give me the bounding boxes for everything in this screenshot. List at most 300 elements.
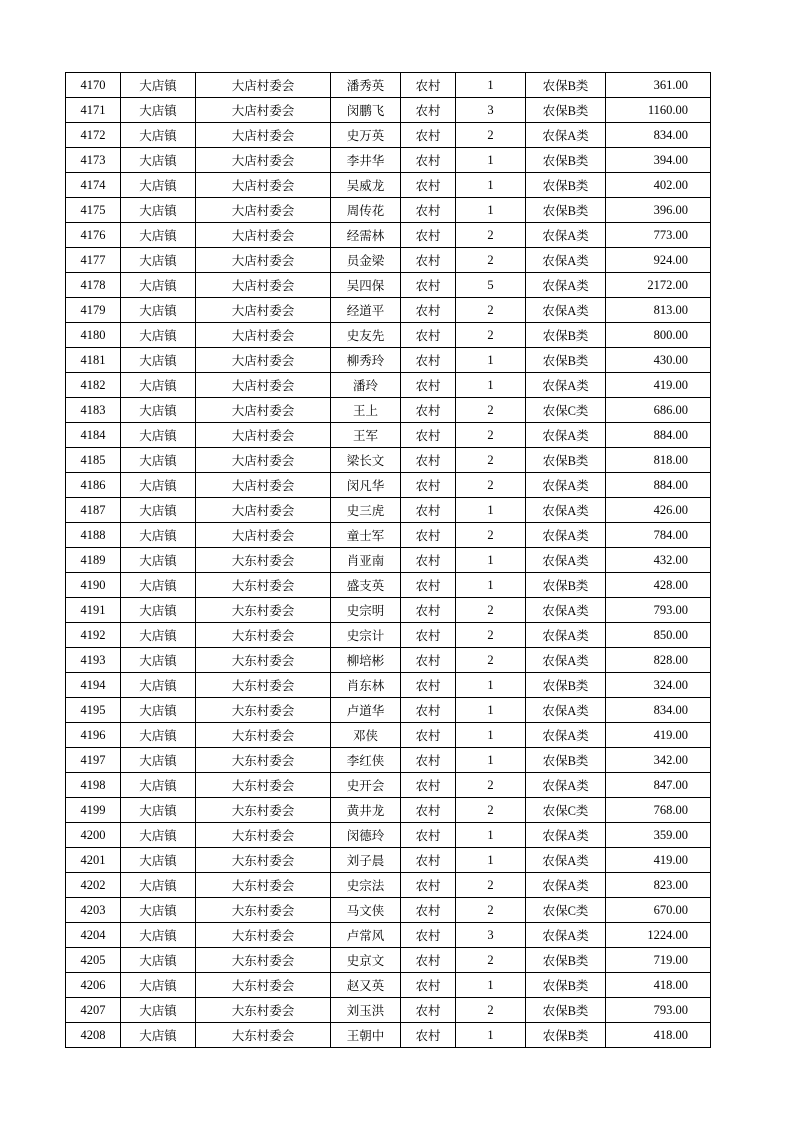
cell-residence_type: 农村 [401, 398, 456, 423]
cell-town: 大店镇 [121, 723, 196, 748]
cell-insurance_category: 农保A类 [526, 498, 606, 523]
cell-person_name: 史万英 [331, 123, 401, 148]
cell-amount: 394.00 [606, 148, 711, 173]
cell-amount: 768.00 [606, 798, 711, 823]
cell-person_name: 潘玲 [331, 373, 401, 398]
cell-town: 大店镇 [121, 648, 196, 673]
cell-serial: 4186 [66, 473, 121, 498]
cell-person_name: 史京文 [331, 948, 401, 973]
cell-insurance_category: 农保A类 [526, 648, 606, 673]
cell-person_count: 1 [456, 73, 526, 98]
cell-amount: 884.00 [606, 473, 711, 498]
cell-person_count: 2 [456, 298, 526, 323]
cell-town: 大店镇 [121, 748, 196, 773]
cell-insurance_category: 农保B类 [526, 573, 606, 598]
cell-town: 大店镇 [121, 148, 196, 173]
cell-serial: 4196 [66, 723, 121, 748]
cell-person_name: 史宗计 [331, 623, 401, 648]
cell-residence_type: 农村 [401, 123, 456, 148]
table-row [66, 473, 711, 498]
cell-village_committee: 大店村委会 [196, 473, 331, 498]
cell-village_committee: 大店村委会 [196, 523, 331, 548]
cell-serial: 4199 [66, 798, 121, 823]
cell-serial: 4183 [66, 398, 121, 423]
cell-person_name: 邓侠 [331, 723, 401, 748]
table-row [66, 373, 711, 398]
cell-person_count: 1 [456, 198, 526, 223]
cell-serial: 4181 [66, 348, 121, 373]
cell-person_name: 史三虎 [331, 498, 401, 523]
cell-amount: 430.00 [606, 348, 711, 373]
cell-amount: 1160.00 [606, 98, 711, 123]
cell-person_name: 柳培彬 [331, 648, 401, 673]
cell-town: 大店镇 [121, 248, 196, 273]
cell-town: 大店镇 [121, 623, 196, 648]
cell-village_committee: 大店村委会 [196, 323, 331, 348]
cell-insurance_category: 农保A类 [526, 548, 606, 573]
cell-amount: 396.00 [606, 198, 711, 223]
cell-town: 大店镇 [121, 98, 196, 123]
cell-insurance_category: 农保B类 [526, 98, 606, 123]
cell-person_count: 1 [456, 848, 526, 873]
cell-serial: 4192 [66, 623, 121, 648]
cell-town: 大店镇 [121, 673, 196, 698]
cell-insurance_category: 农保B类 [526, 148, 606, 173]
cell-village_committee: 大东村委会 [196, 973, 331, 998]
cell-serial: 4195 [66, 698, 121, 723]
cell-residence_type: 农村 [401, 923, 456, 948]
cell-amount: 719.00 [606, 948, 711, 973]
cell-serial: 4173 [66, 148, 121, 173]
cell-insurance_category: 农保B类 [526, 973, 606, 998]
table-row [66, 423, 711, 448]
cell-town: 大店镇 [121, 348, 196, 373]
cell-town: 大店镇 [121, 298, 196, 323]
cell-village_committee: 大东村委会 [196, 748, 331, 773]
cell-insurance_category: 农保A类 [526, 423, 606, 448]
cell-town: 大店镇 [121, 498, 196, 523]
cell-village_committee: 大东村委会 [196, 923, 331, 948]
cell-insurance_category: 农保A类 [526, 598, 606, 623]
cell-village_committee: 大店村委会 [196, 223, 331, 248]
cell-insurance_category: 农保C类 [526, 898, 606, 923]
cell-village_committee: 大东村委会 [196, 848, 331, 873]
cell-person_name: 吴四保 [331, 273, 401, 298]
cell-person_name: 童士军 [331, 523, 401, 548]
cell-town: 大店镇 [121, 123, 196, 148]
cell-residence_type: 农村 [401, 348, 456, 373]
cell-person_count: 1 [456, 498, 526, 523]
table-row [66, 223, 711, 248]
cell-insurance_category: 农保A类 [526, 723, 606, 748]
cell-insurance_category: 农保A类 [526, 373, 606, 398]
cell-insurance_category: 农保C类 [526, 398, 606, 423]
cell-amount: 419.00 [606, 848, 711, 873]
cell-village_committee: 大东村委会 [196, 873, 331, 898]
table-row [66, 873, 711, 898]
cell-village_committee: 大东村委会 [196, 773, 331, 798]
cell-insurance_category: 农保B类 [526, 673, 606, 698]
cell-insurance_category: 农保A类 [526, 473, 606, 498]
cell-person_name: 肖东林 [331, 673, 401, 698]
table-row [66, 923, 711, 948]
cell-residence_type: 农村 [401, 598, 456, 623]
cell-insurance_category: 农保B类 [526, 748, 606, 773]
table-row [66, 498, 711, 523]
cell-residence_type: 农村 [401, 798, 456, 823]
cell-town: 大店镇 [121, 598, 196, 623]
cell-town: 大店镇 [121, 823, 196, 848]
cell-person_count: 5 [456, 273, 526, 298]
table-row [66, 273, 711, 298]
cell-insurance_category: 农保B类 [526, 323, 606, 348]
cell-person_count: 2 [456, 448, 526, 473]
cell-person_name: 史宗明 [331, 598, 401, 623]
cell-residence_type: 农村 [401, 223, 456, 248]
cell-village_committee: 大东村委会 [196, 573, 331, 598]
cell-person_name: 刘玉洪 [331, 998, 401, 1023]
cell-serial: 4203 [66, 898, 121, 923]
cell-town: 大店镇 [121, 423, 196, 448]
cell-residence_type: 农村 [401, 973, 456, 998]
cell-insurance_category: 农保A类 [526, 523, 606, 548]
cell-residence_type: 农村 [401, 623, 456, 648]
cell-amount: 419.00 [606, 723, 711, 748]
cell-amount: 784.00 [606, 523, 711, 548]
cell-person_name: 柳秀玲 [331, 348, 401, 373]
cell-insurance_category: 农保A类 [526, 623, 606, 648]
cell-person_count: 1 [456, 748, 526, 773]
cell-residence_type: 农村 [401, 298, 456, 323]
cell-serial: 4178 [66, 273, 121, 298]
cell-person_name: 经需林 [331, 223, 401, 248]
cell-serial: 4205 [66, 948, 121, 973]
cell-serial: 4177 [66, 248, 121, 273]
cell-residence_type: 农村 [401, 823, 456, 848]
cell-village_committee: 大店村委会 [196, 398, 331, 423]
cell-insurance_category: 农保B类 [526, 1023, 606, 1048]
cell-amount: 1224.00 [606, 923, 711, 948]
table-row [66, 598, 711, 623]
cell-person_name: 吴威龙 [331, 173, 401, 198]
cell-person_name: 经道平 [331, 298, 401, 323]
cell-person_name: 闵德玲 [331, 823, 401, 848]
table-row [66, 123, 711, 148]
cell-person_name: 李红侠 [331, 748, 401, 773]
cell-residence_type: 农村 [401, 1023, 456, 1048]
cell-person_name: 盛支英 [331, 573, 401, 598]
cell-serial: 4185 [66, 448, 121, 473]
cell-insurance_category: 农保A类 [526, 773, 606, 798]
cell-person_name: 史友先 [331, 323, 401, 348]
cell-residence_type: 农村 [401, 98, 456, 123]
table-row [66, 248, 711, 273]
cell-residence_type: 农村 [401, 573, 456, 598]
cell-person_count: 1 [456, 723, 526, 748]
cell-serial: 4202 [66, 873, 121, 898]
cell-person_name: 赵又英 [331, 973, 401, 998]
cell-residence_type: 农村 [401, 848, 456, 873]
cell-amount: 2172.00 [606, 273, 711, 298]
table-row [66, 848, 711, 873]
cell-town: 大店镇 [121, 273, 196, 298]
cell-serial: 4190 [66, 573, 121, 598]
table-row [66, 398, 711, 423]
cell-residence_type: 农村 [401, 448, 456, 473]
cell-residence_type: 农村 [401, 323, 456, 348]
cell-serial: 4176 [66, 223, 121, 248]
table-row [66, 798, 711, 823]
cell-amount: 773.00 [606, 223, 711, 248]
cell-person_count: 2 [456, 998, 526, 1023]
cell-serial: 4193 [66, 648, 121, 673]
table-row [66, 73, 711, 98]
cell-amount: 419.00 [606, 373, 711, 398]
cell-village_committee: 大东村委会 [196, 898, 331, 923]
cell-serial: 4188 [66, 523, 121, 548]
cell-residence_type: 农村 [401, 148, 456, 173]
cell-residence_type: 农村 [401, 523, 456, 548]
cell-residence_type: 农村 [401, 998, 456, 1023]
cell-person_name: 史宗法 [331, 873, 401, 898]
cell-serial: 4194 [66, 673, 121, 698]
table-row [66, 823, 711, 848]
cell-person_name: 梁长文 [331, 448, 401, 473]
cell-amount: 813.00 [606, 298, 711, 323]
cell-amount: 818.00 [606, 448, 711, 473]
cell-residence_type: 农村 [401, 548, 456, 573]
cell-person_count: 1 [456, 1023, 526, 1048]
cell-person_name: 王上 [331, 398, 401, 423]
cell-village_committee: 大东村委会 [196, 648, 331, 673]
cell-insurance_category: 农保B类 [526, 948, 606, 973]
cell-person_name: 刘子晨 [331, 848, 401, 873]
cell-amount: 793.00 [606, 998, 711, 1023]
table-row [66, 298, 711, 323]
table-row [66, 673, 711, 698]
cell-village_committee: 大店村委会 [196, 198, 331, 223]
cell-town: 大店镇 [121, 373, 196, 398]
cell-village_committee: 大东村委会 [196, 598, 331, 623]
cell-person_name: 马文侠 [331, 898, 401, 923]
table-row [66, 773, 711, 798]
cell-person_name: 卢道华 [331, 698, 401, 723]
table-row [66, 648, 711, 673]
cell-amount: 823.00 [606, 873, 711, 898]
cell-town: 大店镇 [121, 73, 196, 98]
cell-village_committee: 大店村委会 [196, 123, 331, 148]
table-row [66, 748, 711, 773]
table-row [66, 523, 711, 548]
cell-residence_type: 农村 [401, 173, 456, 198]
cell-town: 大店镇 [121, 473, 196, 498]
cell-village_committee: 大店村委会 [196, 248, 331, 273]
cell-serial: 4180 [66, 323, 121, 348]
table-row [66, 898, 711, 923]
cell-insurance_category: 农保A类 [526, 273, 606, 298]
cell-residence_type: 农村 [401, 73, 456, 98]
cell-residence_type: 农村 [401, 498, 456, 523]
cell-town: 大店镇 [121, 173, 196, 198]
cell-village_committee: 大东村委会 [196, 1023, 331, 1048]
cell-person_count: 1 [456, 373, 526, 398]
cell-person_name: 黄井龙 [331, 798, 401, 823]
cell-residence_type: 农村 [401, 948, 456, 973]
cell-person_count: 2 [456, 948, 526, 973]
cell-serial: 4170 [66, 73, 121, 98]
table-row [66, 348, 711, 373]
cell-serial: 4187 [66, 498, 121, 523]
cell-person_name: 员金梁 [331, 248, 401, 273]
cell-village_committee: 大东村委会 [196, 948, 331, 973]
cell-person_count: 3 [456, 923, 526, 948]
cell-town: 大店镇 [121, 848, 196, 873]
cell-town: 大店镇 [121, 398, 196, 423]
cell-amount: 418.00 [606, 1023, 711, 1048]
cell-person_count: 1 [456, 673, 526, 698]
cell-amount: 359.00 [606, 823, 711, 848]
cell-person_count: 2 [456, 873, 526, 898]
cell-amount: 793.00 [606, 598, 711, 623]
cell-insurance_category: 农保C类 [526, 798, 606, 823]
cell-insurance_category: 农保A类 [526, 298, 606, 323]
cell-insurance_category: 农保B类 [526, 448, 606, 473]
cell-village_committee: 大东村委会 [196, 623, 331, 648]
table-row [66, 973, 711, 998]
cell-residence_type: 农村 [401, 898, 456, 923]
cell-town: 大店镇 [121, 1023, 196, 1048]
cell-person_name: 王朝中 [331, 1023, 401, 1048]
cell-residence_type: 农村 [401, 373, 456, 398]
table-row [66, 573, 711, 598]
cell-town: 大店镇 [121, 798, 196, 823]
cell-person_name: 李井华 [331, 148, 401, 173]
cell-insurance_category: 农保B类 [526, 198, 606, 223]
cell-town: 大店镇 [121, 323, 196, 348]
cell-amount: 342.00 [606, 748, 711, 773]
cell-village_committee: 大店村委会 [196, 273, 331, 298]
cell-amount: 361.00 [606, 73, 711, 98]
cell-serial: 4204 [66, 923, 121, 948]
cell-serial: 4200 [66, 823, 121, 848]
cell-village_committee: 大东村委会 [196, 723, 331, 748]
cell-amount: 428.00 [606, 573, 711, 598]
cell-person_count: 2 [456, 323, 526, 348]
cell-person_name: 潘秀英 [331, 73, 401, 98]
cell-village_committee: 大东村委会 [196, 698, 331, 723]
cell-residence_type: 农村 [401, 748, 456, 773]
cell-amount: 432.00 [606, 548, 711, 573]
cell-serial: 4172 [66, 123, 121, 148]
cell-insurance_category: 农保A类 [526, 923, 606, 948]
cell-serial: 4201 [66, 848, 121, 873]
cell-insurance_category: 农保B类 [526, 73, 606, 98]
cell-village_committee: 大店村委会 [196, 173, 331, 198]
cell-person_count: 1 [456, 548, 526, 573]
table-row [66, 198, 711, 223]
cell-town: 大店镇 [121, 523, 196, 548]
cell-residence_type: 农村 [401, 248, 456, 273]
cell-village_committee: 大东村委会 [196, 798, 331, 823]
cell-insurance_category: 农保A类 [526, 873, 606, 898]
cell-serial: 4197 [66, 748, 121, 773]
cell-person_count: 1 [456, 973, 526, 998]
cell-town: 大店镇 [121, 873, 196, 898]
cell-amount: 670.00 [606, 898, 711, 923]
cell-person_count: 2 [456, 223, 526, 248]
cell-person_count: 2 [456, 623, 526, 648]
table-row [66, 323, 711, 348]
cell-serial: 4206 [66, 973, 121, 998]
table-row [66, 1023, 711, 1048]
cell-amount: 828.00 [606, 648, 711, 673]
cell-residence_type: 农村 [401, 198, 456, 223]
cell-serial: 4208 [66, 1023, 121, 1048]
cell-village_committee: 大店村委会 [196, 73, 331, 98]
cell-insurance_category: 农保B类 [526, 998, 606, 1023]
cell-town: 大店镇 [121, 948, 196, 973]
cell-person_name: 史开会 [331, 773, 401, 798]
cell-town: 大店镇 [121, 698, 196, 723]
cell-serial: 4184 [66, 423, 121, 448]
cell-town: 大店镇 [121, 923, 196, 948]
cell-town: 大店镇 [121, 773, 196, 798]
cell-amount: 924.00 [606, 248, 711, 273]
cell-person_count: 2 [456, 798, 526, 823]
cell-insurance_category: 农保A类 [526, 823, 606, 848]
cell-amount: 884.00 [606, 423, 711, 448]
cell-village_committee: 大东村委会 [196, 548, 331, 573]
payment-table-body [66, 73, 711, 1048]
cell-amount: 834.00 [606, 123, 711, 148]
cell-amount: 834.00 [606, 698, 711, 723]
cell-person_count: 1 [456, 148, 526, 173]
cell-person_name: 王军 [331, 423, 401, 448]
cell-person_count: 2 [456, 523, 526, 548]
table-row [66, 698, 711, 723]
cell-serial: 4189 [66, 548, 121, 573]
cell-person_name: 闵凡华 [331, 473, 401, 498]
table-row [66, 548, 711, 573]
cell-amount: 324.00 [606, 673, 711, 698]
cell-serial: 4191 [66, 598, 121, 623]
table-row [66, 723, 711, 748]
cell-person_count: 1 [456, 573, 526, 598]
cell-serial: 4174 [66, 173, 121, 198]
cell-serial: 4175 [66, 198, 121, 223]
cell-village_committee: 大店村委会 [196, 448, 331, 473]
cell-amount: 800.00 [606, 323, 711, 348]
cell-person_count: 3 [456, 98, 526, 123]
cell-town: 大店镇 [121, 998, 196, 1023]
cell-town: 大店镇 [121, 223, 196, 248]
cell-person_count: 2 [456, 598, 526, 623]
table-row [66, 98, 711, 123]
cell-village_committee: 大店村委会 [196, 348, 331, 373]
cell-person_count: 2 [456, 773, 526, 798]
cell-serial: 4207 [66, 998, 121, 1023]
cell-insurance_category: 农保B类 [526, 173, 606, 198]
table-row [66, 998, 711, 1023]
cell-village_committee: 大东村委会 [196, 998, 331, 1023]
table-row [66, 448, 711, 473]
cell-amount: 686.00 [606, 398, 711, 423]
cell-village_committee: 大店村委会 [196, 423, 331, 448]
cell-person_count: 1 [456, 173, 526, 198]
cell-town: 大店镇 [121, 548, 196, 573]
cell-person_count: 2 [456, 898, 526, 923]
cell-village_committee: 大店村委会 [196, 148, 331, 173]
